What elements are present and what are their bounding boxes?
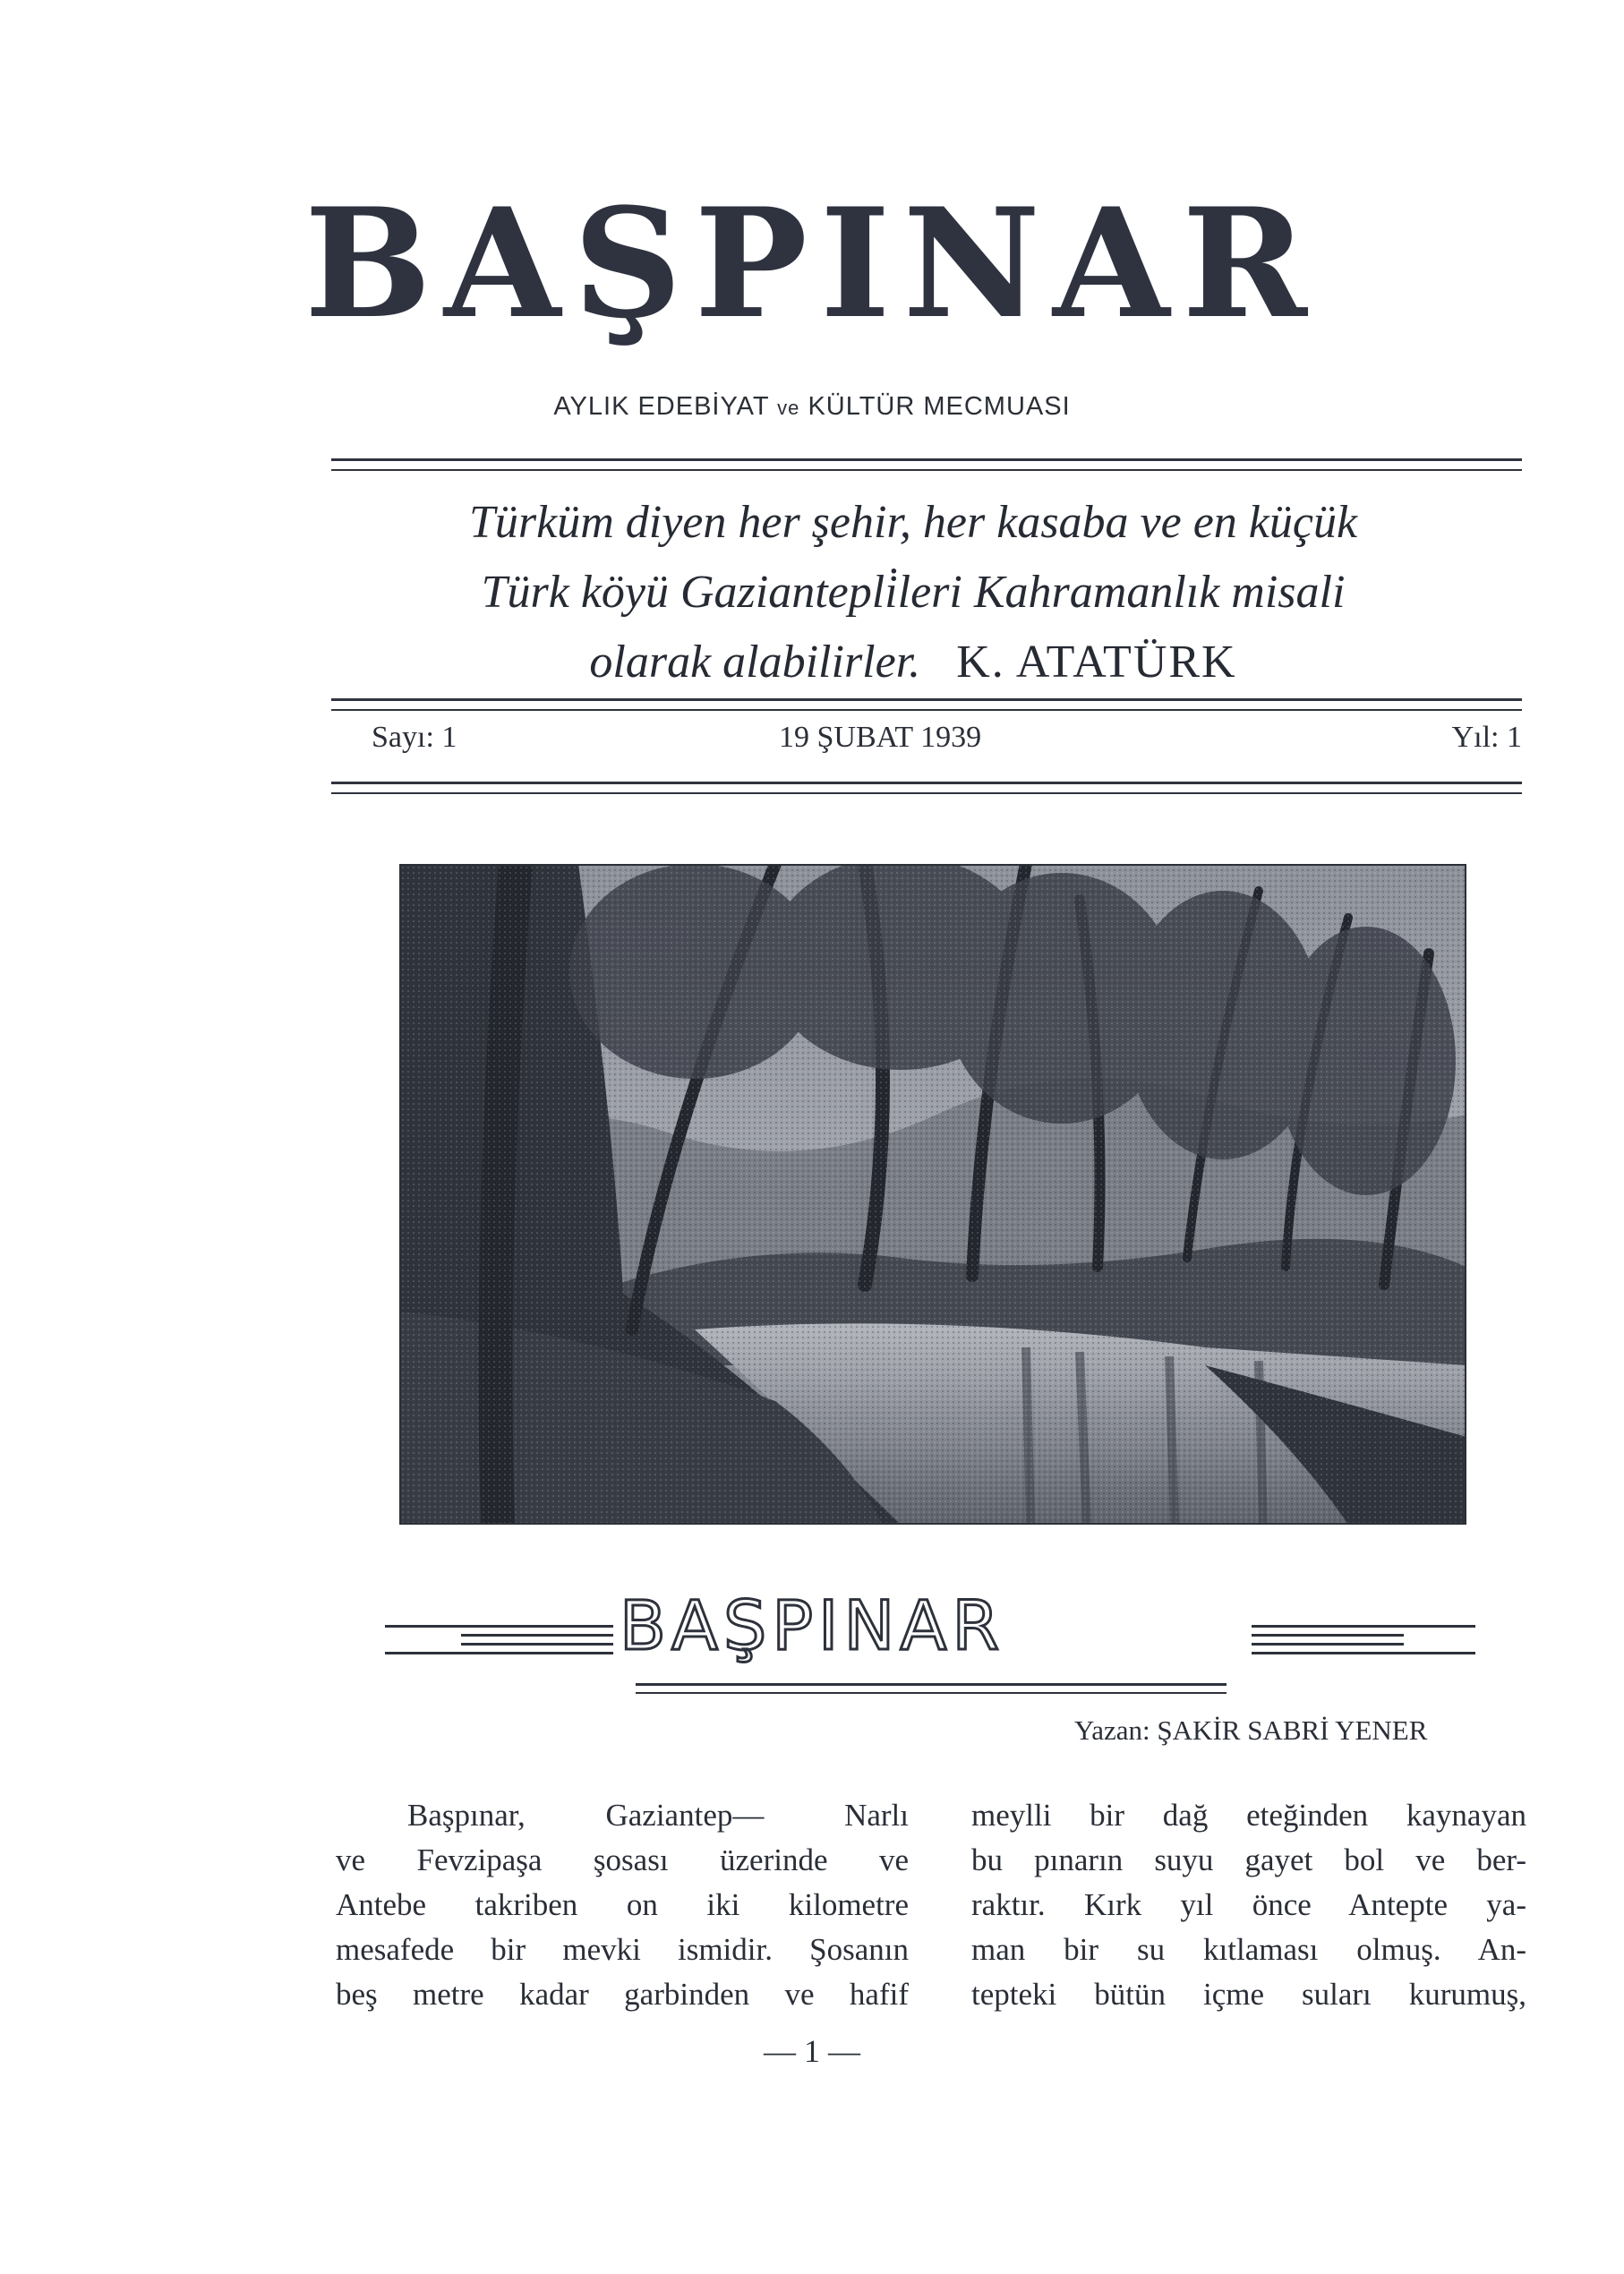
quote-line-2: Türk köyü Gaziantepli̇leri Kahramanlık misali — [481, 567, 1346, 618]
article-column-right — [971, 1793, 1526, 2017]
quote-line-1: Türküm diyen her şehir, her kasaba ve en küçük — [468, 497, 1358, 548]
cover-photo-illustration — [399, 864, 1466, 1525]
rule-top-1 — [331, 458, 1522, 461]
rule-mid-2 — [331, 709, 1522, 711]
article-section-title: BAŞPINAR — [619, 1586, 1005, 1665]
masthead-subtitle — [0, 392, 1624, 422]
rule-top-2 — [331, 469, 1522, 471]
subtitle-part1: AYLIK EDEBİYAT — [553, 392, 770, 421]
page-number: — 1 — — [764, 2033, 860, 2069]
subtitle-ve: ve — [777, 397, 800, 419]
article-right-line-4: man bir su kıtlaması olmuş. An- — [971, 1932, 1526, 1967]
article-left-line-2: ve Fevzipaşa şosası üzerinde ve — [336, 1842, 909, 1877]
quote-line-3-text: olarak alabilirler. — [589, 637, 921, 688]
issue-number: Sayı: 1 — [372, 721, 457, 754]
subtitle-part2: KÜLTÜR MECMUASI — [808, 392, 1071, 421]
rule-bottom-2 — [331, 792, 1522, 794]
issue-date: 19 ŞUBAT 1939 — [779, 721, 982, 754]
article-right-line-1: meylli bir dağ eteğinden kaynayan — [971, 1798, 1526, 1833]
article-right-line-2: bu pınarın suyu gayet bol ve ber- — [971, 1842, 1526, 1877]
masthead-title: BAŞPINAR — [303, 175, 1321, 352]
quote-author: K. ATATÜRK — [956, 637, 1237, 688]
rule-bottom-1 — [331, 782, 1522, 784]
title-line-right-1 — [1252, 1625, 1475, 1628]
ataturk-quote — [322, 488, 1504, 697]
title-line-right-2 — [1252, 1634, 1404, 1637]
cover-photo-baspinar-spring — [399, 864, 1466, 1525]
article-left-line-4: mesafede bir mevki ismidir. Şosanın — [336, 1932, 909, 1967]
article-right-line-5: tepteki bütün içme suları kurumuş, — [971, 1977, 1526, 2012]
article-column-left — [336, 1793, 909, 2017]
article-left-line-1: Başpınar, Gaziantep— Narlı — [407, 1798, 909, 1833]
article-byline: Yazan: ŞAKİR SABRİ YENER — [1074, 1714, 1428, 1746]
article-left-line-5: beş metre kadar garbinden ve hafif — [336, 1977, 909, 2012]
title-underline-1 — [636, 1683, 1227, 1686]
quote-line-3 — [322, 628, 1504, 697]
title-underline-2 — [636, 1692, 1227, 1694]
title-line-right-4 — [1252, 1652, 1475, 1654]
issue-year: Yıl: 1 — [1451, 721, 1522, 754]
article-right-line-3: raktır. Kırk yıl önce Antepte ya- — [971, 1887, 1526, 1922]
rule-mid-1 — [331, 698, 1522, 701]
title-line-right-3 — [1252, 1643, 1404, 1646]
article-left-line-3: Antebe takriben on iki kilometre — [336, 1887, 909, 1922]
